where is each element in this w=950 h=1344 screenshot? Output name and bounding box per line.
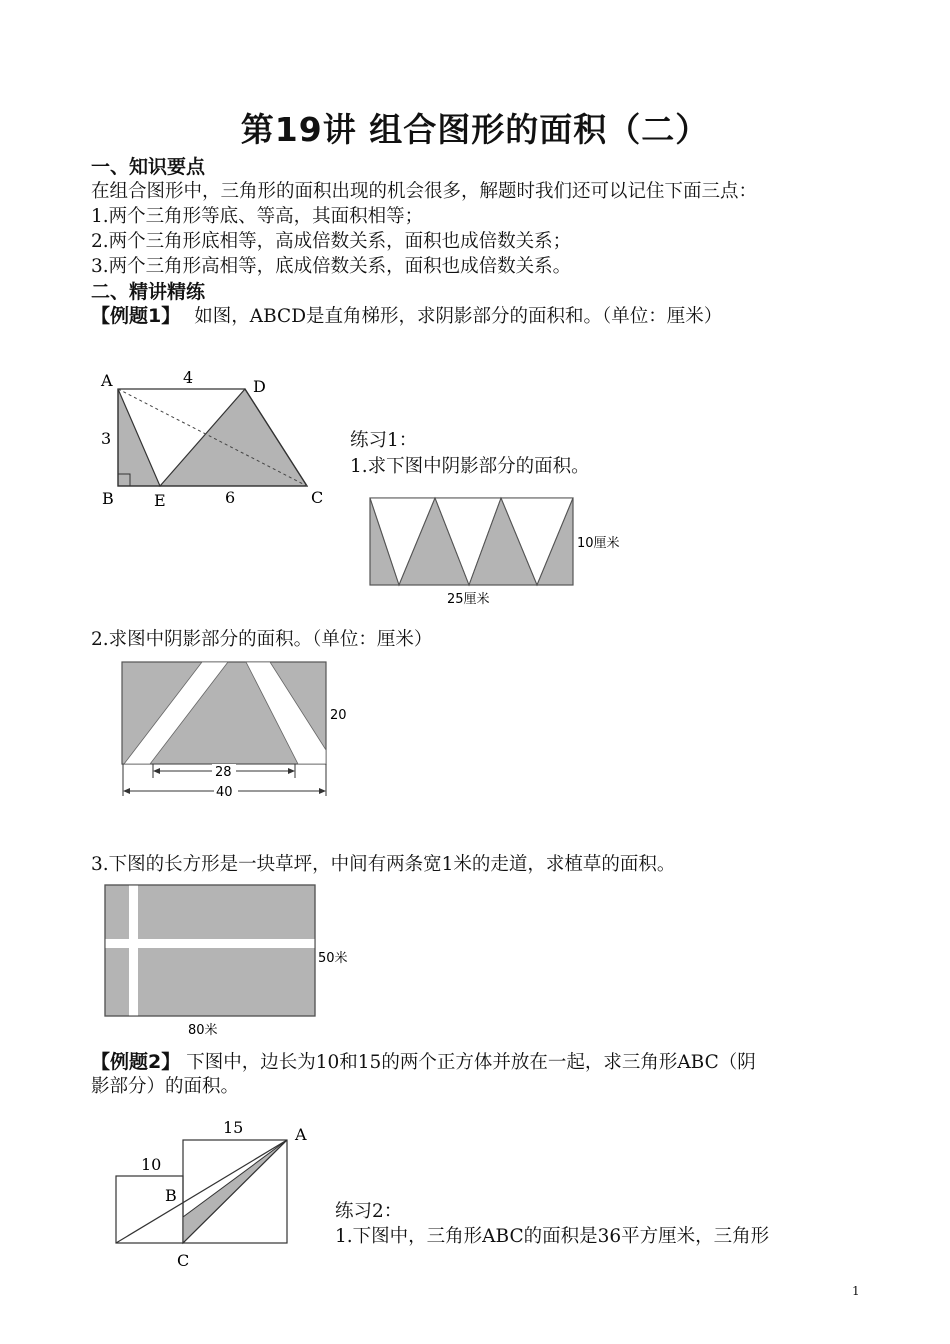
- label-left: 3: [101, 429, 112, 448]
- practice-1-heading: 练习1：: [350, 430, 418, 451]
- label-A: A: [295, 1125, 307, 1144]
- practice-1-q2: 2.求图中阴影部分的面积。（单位：厘米）: [91, 629, 433, 650]
- label-height: 20: [330, 708, 347, 723]
- point-1: 1.两个三角形等底、等高，其面积相等；: [91, 206, 424, 227]
- point-3: 3.两个三角形高相等，底成倍数关系，面积也成倍数关系。: [91, 256, 572, 277]
- label-A: A: [101, 371, 113, 390]
- practice-1-q1: 1.求下图中阴影部分的面积。: [350, 456, 590, 477]
- label-inner: 28: [215, 765, 232, 780]
- label-B: B: [102, 489, 114, 508]
- label-small: 10: [141, 1155, 162, 1174]
- example-1-label: 【例题1】: [91, 305, 181, 327]
- example-2-text-1: 下图中，边长为10和15的两个正方体并放在一起，求三角形ABC（阴: [186, 1052, 756, 1073]
- shaded-triangle-right: [160, 389, 307, 486]
- label-big: 15: [223, 1118, 244, 1137]
- label-width: 25厘米: [447, 592, 490, 607]
- example-2-label: 【例题2】: [91, 1051, 181, 1073]
- example-1-text: 如图，ABCD是直角梯形，求阴影部分的面积和。（单位：厘米）: [194, 306, 723, 327]
- shaded-triangle-left: [118, 389, 160, 486]
- page-number: 1: [852, 1284, 860, 1298]
- horizontal-path: [105, 939, 315, 948]
- practice-1-q3-figure: [104, 884, 364, 1044]
- label-D: D: [253, 377, 266, 396]
- practice-1-q3: 3.下图的长方形是一块草坪，中间有两条宽1米的走道，求植草的面积。: [91, 854, 676, 875]
- label-C: C: [311, 488, 324, 507]
- section-heading-practice: 二、精讲精练: [91, 281, 206, 303]
- practice-2-q1: 1.下图中，三角形ABC的面积是36平方厘米，三角形: [335, 1226, 770, 1247]
- label-width: 80米: [188, 1023, 218, 1038]
- practice-1-q1-figure: [369, 497, 639, 607]
- label-E: E: [154, 491, 166, 510]
- intro-text: 在组合图形中，三角形的面积出现的机会很多，解题时我们还可以记住下面三点：: [91, 181, 758, 202]
- example-2: [91, 1047, 756, 1074]
- example-1-figure: [95, 365, 335, 515]
- label-B: B: [165, 1186, 177, 1205]
- section-heading-knowledge: 一、知识要点: [91, 156, 206, 178]
- label-top: 4: [183, 368, 194, 387]
- label-bottom: 6: [225, 488, 236, 507]
- page-title: 第19讲 组合图形的面积（二）: [240, 110, 710, 149]
- example-1: [91, 301, 722, 328]
- example-2-figure: [112, 1114, 322, 1274]
- point-2: 2.两个三角形底相等，高成倍数关系，面积也成倍数关系；: [91, 231, 572, 252]
- label-height: 50米: [318, 951, 348, 966]
- practice-1-q2-figure: [120, 660, 360, 805]
- vertical-path: [129, 885, 138, 1016]
- label-outer: 40: [216, 785, 233, 800]
- label-C: C: [177, 1251, 190, 1270]
- practice-2-heading: 练习2：: [335, 1201, 403, 1222]
- example-2-text-2: 影部分）的面积。: [91, 1076, 240, 1097]
- label-height: 10厘米: [577, 536, 620, 551]
